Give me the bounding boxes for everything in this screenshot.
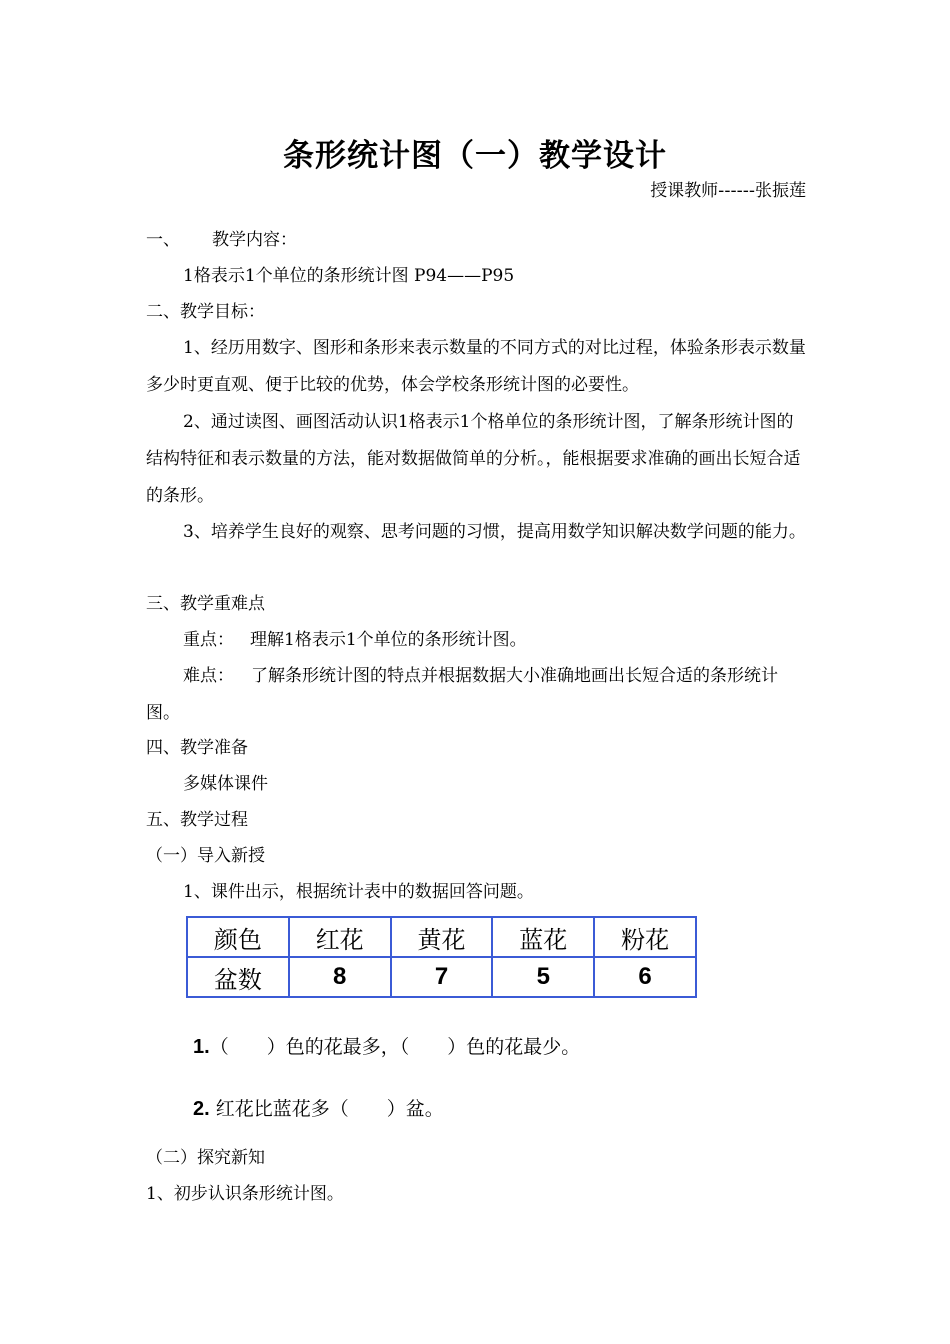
- flower-stats-table: [186, 916, 697, 998]
- section3-heading: 三、教学重难点: [146, 594, 265, 614]
- table-cell: 8: [289, 957, 391, 997]
- section1-number: 一、: [146, 230, 180, 250]
- difficult-point-label: 难点：: [183, 666, 234, 686]
- key-point-label: 重点：: [183, 630, 234, 650]
- section5-heading: 五、教学过程: [146, 810, 248, 830]
- question-2-number: 2.: [193, 1098, 210, 1120]
- step2-text: 1、初步认识条形统计图。: [146, 1184, 344, 1204]
- table-row: [187, 917, 696, 957]
- question-1-text: （ ）色的花最多，（ ）色的花最少。: [209, 1036, 581, 1058]
- goal-1: 1、经历用数字、图形和条形来表示数量的不同方式的对比过程，体验条形表示数量多少时更直观、便于比较的优势，体会学校条形统计图的必要性。: [146, 338, 806, 395]
- section4-heading: 四、教学准备: [146, 738, 248, 758]
- table-cell: 红花: [289, 917, 391, 957]
- part2-heading: （二）探究新知: [146, 1148, 265, 1168]
- goal-3: 3、培养学生良好的观察、思考问题的习惯，提高用数学知识解决数学问题的能力。: [183, 522, 806, 542]
- table-cell: 黄花: [391, 917, 493, 957]
- step1-text: 1、课件出示，根据统计表中的数据回答问题。: [183, 882, 534, 902]
- question-1-number: 1.: [193, 1036, 210, 1058]
- goal-2: 2、通过读图、画图活动认识1格表示1个格单位的条形统计图，了解条形统计图的结构特征和表示数量的方法，能对数据做简单的分析。，能根据要求准确的画出长短合适的条形。: [146, 412, 801, 506]
- question-2-text: 红花比蓝花多（ ）盆。: [215, 1098, 444, 1120]
- table-cell: 5: [492, 957, 594, 997]
- section1-heading: 教学内容：: [212, 230, 297, 250]
- table-cell: 颜色: [187, 917, 289, 957]
- table-cell: 粉花: [594, 917, 696, 957]
- section2-heading: 二、教学目标：: [146, 302, 265, 322]
- teacher-name: 授课教师------张振莲: [650, 181, 806, 201]
- key-point: 理解1格表示1个单位的条形统计图。: [250, 630, 527, 650]
- question-2: [193, 1094, 444, 1121]
- table-row: [187, 957, 696, 997]
- table-cell: 6: [594, 957, 696, 997]
- table-cell: 盆数: [187, 957, 289, 997]
- section4-content: 多媒体课件: [183, 774, 268, 794]
- part1-heading: （一）导入新授: [146, 846, 265, 866]
- document-title: 条形统计图（一）教学设计: [283, 138, 667, 174]
- question-1: [193, 1032, 580, 1059]
- section1-content: 1格表示1个单位的条形统计图 P94——P95: [183, 266, 515, 286]
- table-cell: 蓝花: [492, 917, 594, 957]
- table-cell: 7: [391, 957, 493, 997]
- difficult-point: 了解条形统计图的特点并根据数据大小准确地画出长短合适的条形统计图。: [146, 666, 778, 723]
